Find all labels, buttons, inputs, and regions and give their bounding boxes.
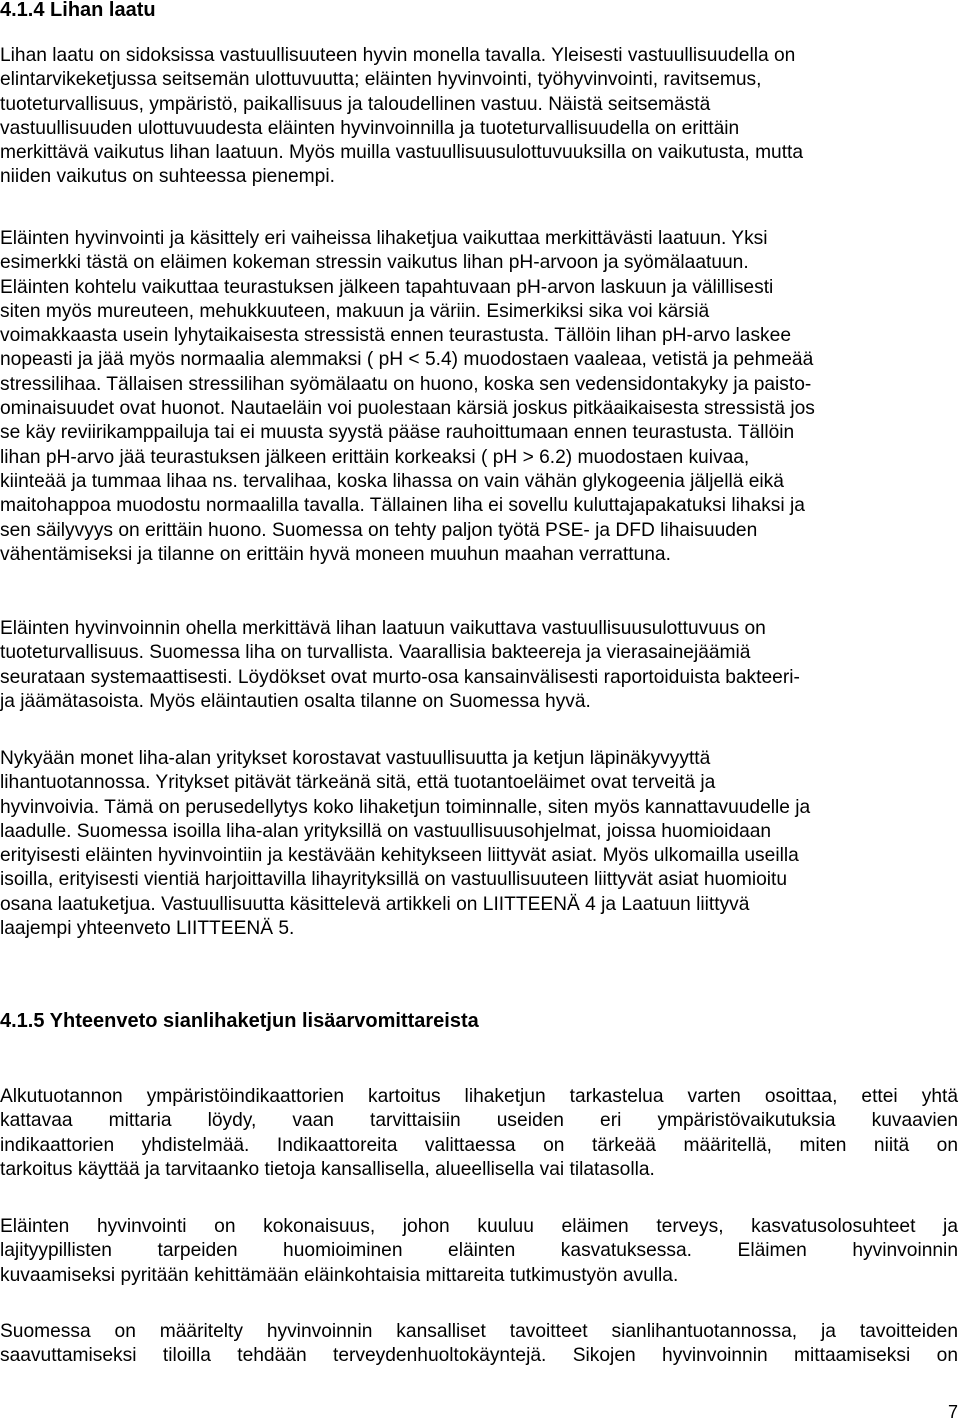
- text-line: Suomessa on määritelty hyvinvoinnin kansalliset tavoitteet sianlihantuotannossa, ja tavoitteiden: [0, 1321, 958, 1342]
- text-line: kiinteää ja tummaa lihaa ns. tervalihaa, koska lihassa on vain vähän glykogeenia jäljellä eikä: [0, 470, 784, 492]
- text-line: esimerkki tästä on eläimen kokeman stressin vaikutus lihan pH-arvoon ja syömälaatuun.: [0, 252, 749, 274]
- text-line: vastuullisuuden ulottuvuudesta eläinten hyvinvoinnilla ja tuoteturvallisuudella on erittäin: [0, 117, 740, 139]
- text-line: indikaattorien yhdistelmää. Indikaattoreita valittaessa on tärkeää määritellä, miten niitä on: [0, 1134, 958, 1156]
- text-line: kattavaa mittaria löydy, vaan tarvittaisiin useiden eri ympäristövaikutuksia kuvaavien: [0, 1110, 958, 1132]
- paragraph: [0, 1320, 958, 1369]
- text-line: erityisesti eläinten hyvinvointiin ja kestävään kehitykseen liittyvät asiat. Myös ulkomailla useilla: [0, 845, 799, 867]
- text-line: Lihan laatu on sidoksissa vastuullisuuteen hyvin monella tavalla. Yleisesti vastuullisuudella on: [0, 45, 796, 66]
- text-line: lajityypillisten tarpeiden huomioiminen eläinten kasvatuksessa. Eläimen hyvinvoinnin: [0, 1240, 958, 1262]
- text-line: kuvaamiseksi pyritään kehittämään eläinkohtaisia mittareita tutkimustyön avulla.: [0, 1264, 679, 1286]
- text-line: siten myös mureuteen, mehukkuuteen, makuun ja väriin. Esimerkiksi sika voi kärsiä: [0, 300, 710, 322]
- text-line: ominaisuudet ovat huonot. Nautaeläin voi puolestaan kärsiä joskus pitkäaikaisesta stressistä jos: [0, 398, 815, 420]
- page-number: 7: [947, 1402, 958, 1422]
- text-line: vähentämiseksi ja tilanne on erittäin hyvä moneen muuhun maahan verrattuna.: [0, 543, 671, 565]
- section-heading-4-1-4: 4.1.4 Lihan laatu: [0, 0, 156, 21]
- paragraph: [0, 1215, 958, 1288]
- text-line: Eläinten kohtelu vaikuttaa teurastuksen jälkeen tapahtuvaan pH-arvon laskuun ja välillisesti: [0, 276, 774, 298]
- text-line: Eläinten hyvinvoinnin ohella merkittävä lihan laatuun vaikuttava vastuullisuusulottuvuus on: [0, 618, 766, 639]
- text-line: merkittävä vaikutus lihan laatuun. Myös muilla vastuullisuusulottuvuuksilla on vaikutusta, mutta: [0, 142, 804, 164]
- paragraph: [0, 1085, 958, 1182]
- paragraph: [0, 617, 958, 714]
- text-line: se käy reviirikamppailuja tai ei muusta syystä pääse rauhoittumaan ennen teurastusta. Tällöin: [0, 422, 795, 444]
- text-line: lihantuotannossa. Yritykset pitävät tärkeänä sitä, että tuotantoeläimet ovat terveitä ja: [0, 772, 716, 794]
- text-line: elintarvikeketjussa seitsemän ulottuvuutta; eläinten hyvinvointi, työhyvinvointi, ravitsemus,: [0, 69, 762, 91]
- text-line: Alkutuotannon ympäristöindikaattorien kartoitus lihaketjun tarkastelua varten osoittaa, ettei yhtä: [0, 1086, 958, 1107]
- text-line: seurataan systemaattisesti. Löydökset ovat murto-osa kansainvälisesti raportoiduista bakteeri-: [0, 666, 800, 688]
- text-line: tuoteturvallisuus. Suomessa liha on turvallista. Vaarallisia bakteereja ja vierasainejäämiä: [0, 642, 751, 664]
- text-line: tuoteturvallisuus, ympäristö, paikallisuus ja taloudellinen vastuu. Näistä seitsemästä: [0, 93, 711, 115]
- text-line: laajempi yhteenveto LIITTEENÄ 5.: [0, 918, 295, 940]
- text-line: Eläinten hyvinvointi ja käsittely eri vaiheissa lihaketjua vaikuttaa merkittävästi laatuun. Yksi: [0, 228, 768, 249]
- text-line: stressilihaa. Tällaisen stressilihan syömälaatu on huono, koska sen vedensidontakyky ja paisto-: [0, 373, 812, 395]
- text-line: voimakkaasta usein lyhytaikaisesta stressistä ennen teurastusta. Tällöin lihan pH-arvo laskee: [0, 325, 791, 347]
- text-line: ja jäämätasoista. Myös eläintautien osalta tilanne on Suomessa hyvä.: [0, 690, 591, 712]
- text-line: Nykyään monet liha-alan yritykset korostavat vastuullisuutta ja ketjun läpinäkyvyyttä: [0, 748, 711, 769]
- text-line: isoilla, erityisesti vientiä harjoittavilla lihayrityksillä on vastuullisuuteen liittyvät asiat huomioitu: [0, 869, 788, 891]
- text-line: maitohappoa muodostu normaalilla tavalla. Tällainen liha ei sovellu kuluttajapakatuksi lihaksi ja: [0, 495, 805, 517]
- paragraph: [0, 747, 958, 941]
- text-line: saavuttamiseksi tiloilla tehdään terveydenhuoltokäyntejä. Sikojen hyvinvoinnin mittaamiseksi on: [0, 1345, 958, 1367]
- text-line: niiden vaikutus on suhteessa pienempi.: [0, 166, 335, 188]
- text-line: osana laatuketjua. Vastuullisuutta käsittelevä artikkeli on LIITTEENÄ 4 ja Laatuun liittyvä: [0, 893, 750, 915]
- paragraph: [0, 227, 958, 567]
- text-line: sen säilyvyys on erittäin huono. Suomessa on tehty paljon työtä PSE- ja DFD lihaisuuden: [0, 519, 758, 541]
- paragraph: [0, 44, 958, 190]
- text-line: Eläinten hyvinvointi on kokonaisuus, johon kuuluu eläimen terveys, kasvatusolosuhteet ja: [0, 1216, 958, 1237]
- section-heading-4-1-5: 4.1.5 Yhteenveto sianlihaketjun lisäarvomittareista: [0, 1010, 479, 1032]
- text-line: tarkoitus käyttää ja tarvitaanko tietoja kansallisella, alueellisella vai tilatasolla.: [0, 1158, 655, 1180]
- text-line: nopeasti ja jää myös normaalia alemmaksi ( pH < 5.4) muodostaen vaaleaa, vetistä ja pehmeää: [0, 349, 814, 371]
- text-line: lihan pH-arvo jää teurastuksen jälkeen erittäin korkeaksi ( pH > 6.2) muodostaen kuivaa,: [0, 446, 750, 468]
- text-line: hyvinvoivia. Tämä on perusedellytys koko lihaketjun toiminnalle, siten myös kannattavuudelle ja: [0, 796, 811, 818]
- text-line: laadulle. Suomessa isoilla liha-alan yrityksillä on vastuullisuusohjelmat, joissa huomioidaan: [0, 820, 772, 842]
